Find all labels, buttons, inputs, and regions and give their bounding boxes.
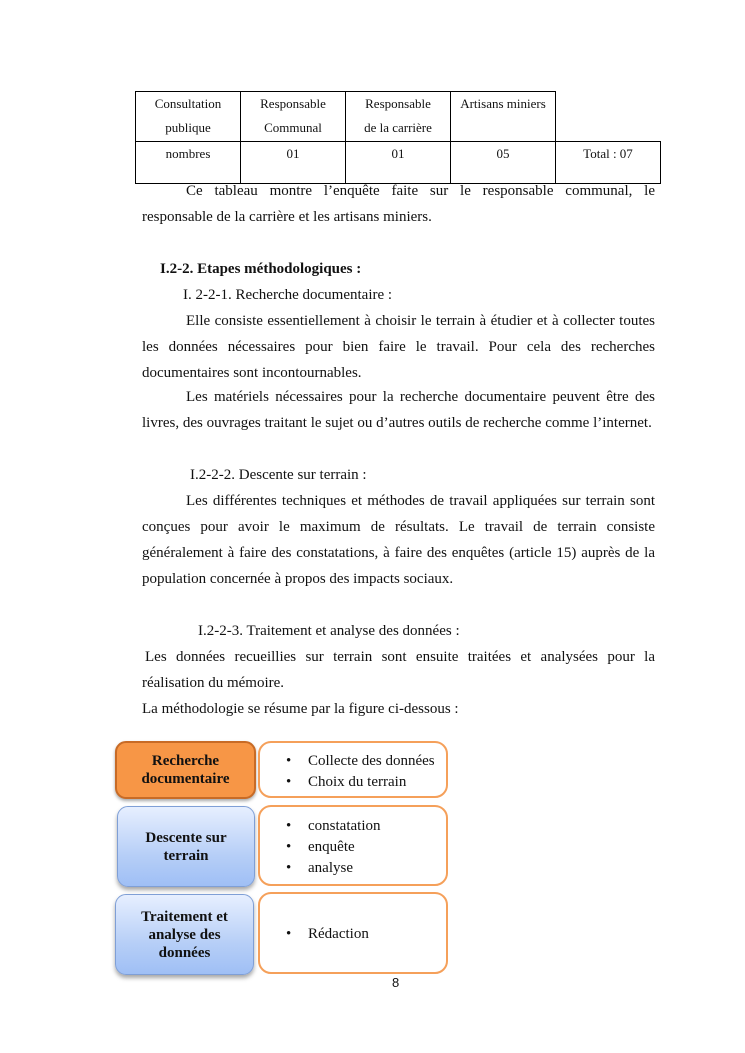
paragraph: La méthodologie se résume par la figure ci-dessous : [142,701,459,717]
step-label [145,829,226,865]
list-item: • analyse [260,858,446,879]
total-cell: Total : 07 [556,142,661,184]
header-cell-communal [241,92,346,142]
subsection-title-3: I.2-2-3. Traitement et analyse des données : [198,623,460,639]
step-box-recherche [115,741,256,799]
step-items-traitement [258,892,448,974]
header-line: Responsable [365,96,431,111]
step-items-recherche [258,741,448,798]
header-cell-consultation [136,92,241,142]
header-line: Responsable [260,96,326,111]
page-number: 8 [392,975,400,990]
row-label-cell: nombres [136,142,241,184]
paragraph: Les différentes techniques et méthodes de travail appliquées sur terrain sont conçues pour avoir le maximum de résultats. Le travail de terrain consiste généralement à faire des constatations, à faire des enquêtes (article 15) auprès de la population concernée à propos des impacts sociaux. [142,493,655,587]
step-items-descente [258,805,448,886]
step-label-line: analyse des [148,926,221,943]
value-cell: 01 [241,142,346,184]
header-cell-artisans [451,92,556,142]
step-label-line: Descente sur [145,829,227,846]
list-item: • Choix du terrain [260,772,446,793]
table-header-row [136,92,661,142]
paragraph: Elle consiste essentiellement à choisir le terrain à étudier et à collecter toutes les données nécessaires pour bien faire le travail. Pour cela des recherches documentaires sont incontournables. [142,313,655,381]
subsection-title-1: I. 2-2-1. Recherche documentaire : [183,287,393,303]
header-line: de la carrière [364,120,432,135]
step-label [141,908,228,962]
survey-table [135,91,661,184]
list-item: • enquête [260,837,446,858]
step-label [141,752,229,788]
header-cell-empty [556,92,661,142]
step-label-line: Traitement et [141,908,228,925]
paragraph: Les données recueillies sur terrain sont ensuite traitées et analysées pour la réalisation du mémoire. [142,649,655,691]
header-line: Consultation [154,96,222,111]
header-line: publique [165,120,211,135]
step-label-line: terrain [163,847,209,864]
header-line: Artisans miniers [460,96,546,111]
list-item: • constatation [260,816,446,837]
table-caption: Ce tableau montre l’enquête faite sur le responsable communal, le responsable de la carrière et les artisans miniers. [142,183,655,225]
step-label-line: Recherche [151,753,220,769]
section-title: I.2-2. Etapes méthodologiques : [160,261,362,277]
subsection-title-2: I.2-2-2. Descente sur terrain : [190,467,367,483]
list-item: • Rédaction [260,924,446,945]
step-label-line: documentaire [141,771,230,787]
paragraph: Les matériels nécessaires pour la recherche documentaire peuvent être des livres, des ouvrages traitant le sujet ou d’autres outils de recherche comme l’internet. [142,389,655,431]
step-box-traitement [115,894,254,975]
step-label-line: données [158,944,211,961]
header-cell-carriere [346,92,451,142]
list-item: • Collecte des données [260,751,446,772]
value-cell: 01 [346,142,451,184]
step-box-descente [117,806,255,887]
value-cell: 05 [451,142,556,184]
header-line: Communal [264,120,322,135]
